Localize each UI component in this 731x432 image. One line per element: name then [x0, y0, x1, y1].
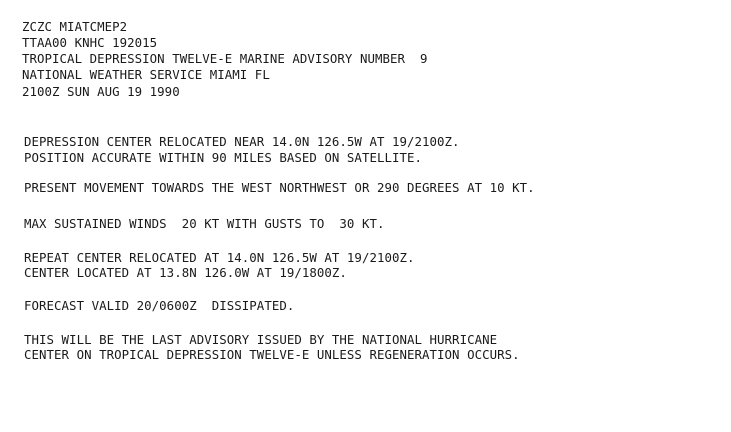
header-line-issue-time: 2100Z SUN AUG 19 1990 [22, 84, 180, 99]
header-line-issuing-office: NATIONAL WEATHER SERVICE MIAMI FL [22, 67, 270, 82]
body-line-center-relocated: DEPRESSION CENTER RELOCATED NEAR 14.0N 126.5W AT 19/2100Z. [24, 134, 460, 149]
header-line-product-id: ZCZC MIATCMEP2 [22, 19, 128, 34]
body-line-last-advisory: THIS WILL BE THE LAST ADVISORY ISSUED BY THE NATIONAL HURRICANE [24, 332, 498, 347]
body-line-max-winds: MAX SUSTAINED WINDS 20 KT WITH GUSTS TO 30 KT. [24, 216, 385, 231]
body-line-position-accuracy: POSITION ACCURATE WITHIN 90 MILES BASED ON SATELLITE. [24, 150, 423, 165]
body-line-regeneration: CENTER ON TROPICAL DEPRESSION TWELVE-E UNLESS REGENERATION OCCURS. [24, 347, 520, 362]
body-line-center-located: CENTER LOCATED AT 13.8N 126.0W AT 19/1800Z. [24, 265, 347, 280]
body-line-present-movement: PRESENT MOVEMENT TOWARDS THE WEST NORTHWEST OR 290 DEGREES AT 10 KT. [24, 180, 535, 195]
header-line-wmo-header: TTAA00 KNHC 192015 [22, 35, 158, 50]
body-line-forecast: FORECAST VALID 20/0600Z DISSIPATED. [24, 298, 295, 313]
body-line-repeat-center: REPEAT CENTER RELOCATED AT 14.0N 126.5W AT 19/2100Z. [24, 250, 415, 265]
header-line-title: TROPICAL DEPRESSION TWELVE-E MARINE ADVISORY NUMBER 9 [22, 51, 428, 66]
